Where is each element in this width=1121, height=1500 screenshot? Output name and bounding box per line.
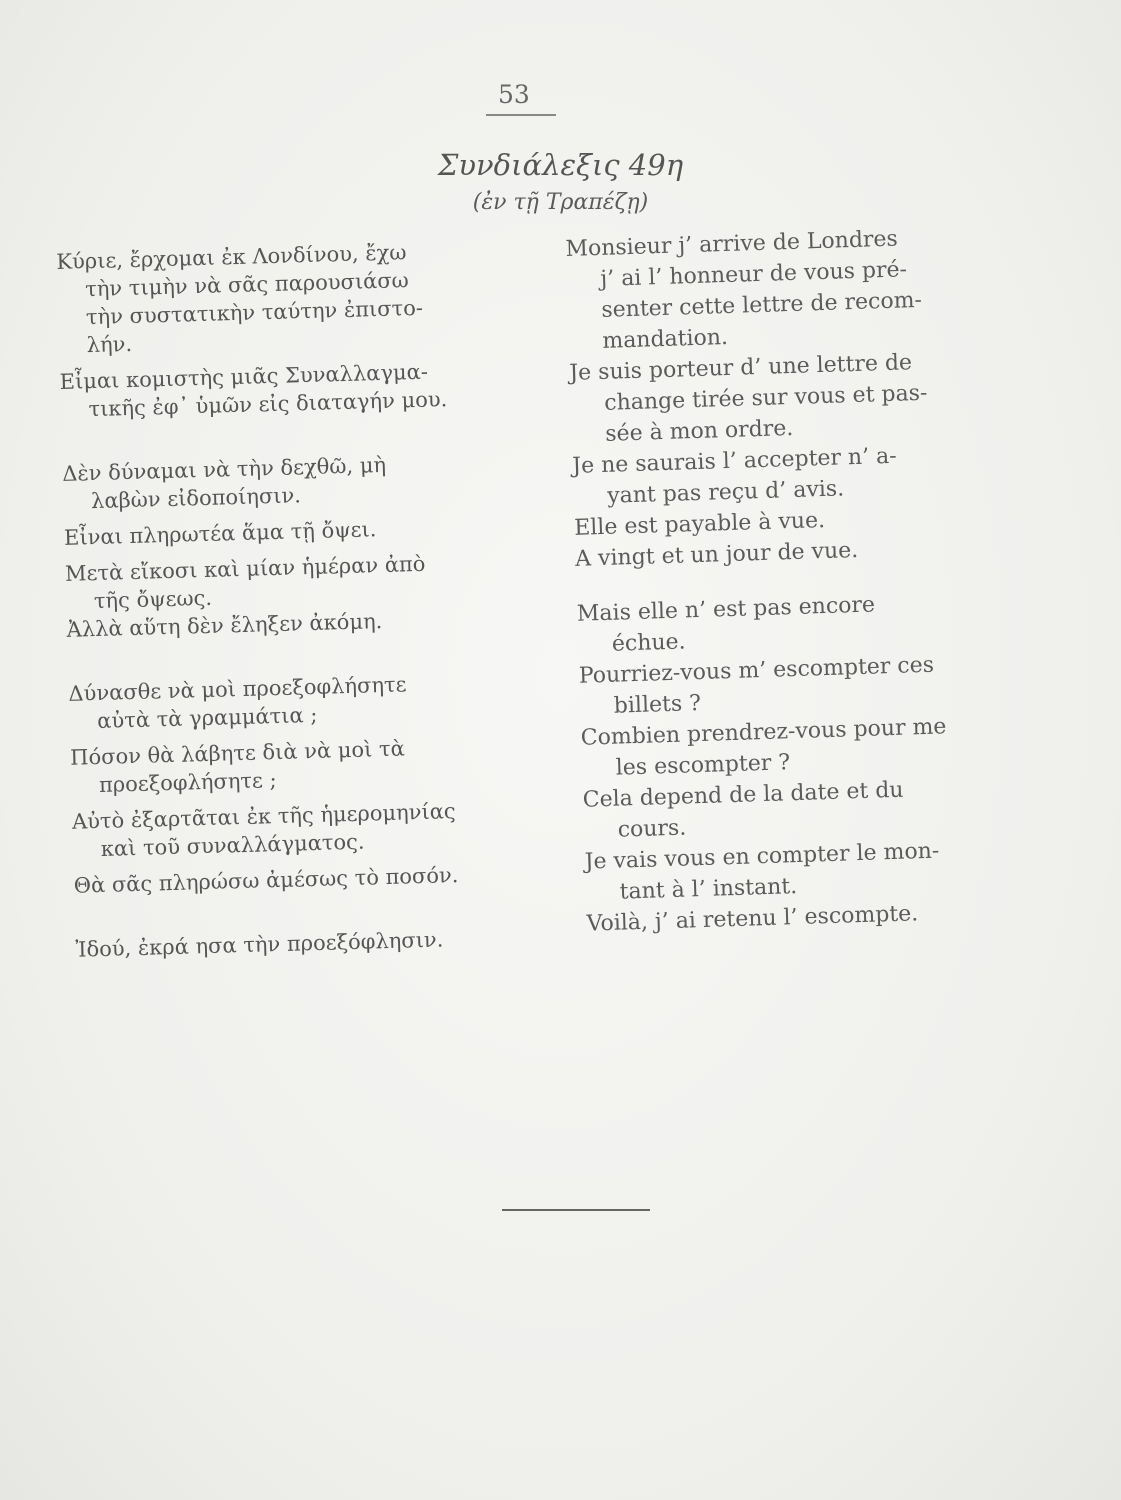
text-line: Elle est payable à vue. — [573, 507, 826, 541]
french-column — [565, 219, 1057, 939]
dialogue-subtitle: (ἐν τῇ Τραπέζῃ) — [472, 190, 649, 215]
text-line: Je vais vous en compter le mon- — [584, 838, 940, 875]
text-line: τὴν τιμὴν νὰ σᾶς παρουσιάσω — [84, 268, 410, 302]
text-line: Je ne saurais l’ accepter n’ a- — [571, 443, 898, 479]
text-line: Μετὰ εἴκοσι καὶ μίαν ἡμέραν ἀπὸ — [64, 551, 426, 586]
text-line: καὶ τοῦ συναλλάγματος. — [100, 829, 365, 861]
french-entry — [569, 343, 1042, 451]
text-line: προεξοφλήσητε ; — [98, 768, 277, 798]
text-line: yant pas reçu d’ avis. — [606, 476, 845, 509]
text-line: Εἶμαι κομιστὴς μιᾶς Συναλλαγμα- — [59, 359, 429, 394]
text-line: tant à l’ instant. — [619, 874, 798, 905]
text-line: τικῆς ἐφ᾽ ὑμῶν εἰς διαταγήν μου. — [88, 387, 448, 422]
text-line: Pourriez-vous m’ escompter ces — [578, 652, 935, 689]
text-line: senter cette lettre de recom- — [601, 287, 923, 323]
text-line: Ἰδού, ἐκρά ησα τὴν προεξόφλησιν. — [75, 927, 444, 962]
text-line: Voilà, j’ ai retenu l’ escompte. — [586, 901, 919, 937]
dialogue-title: Συνδιάλεξις 49η — [437, 148, 684, 182]
text-line: Combien prendrez-vous pour me — [580, 714, 947, 751]
text-line: Ἀλλὰ αὕτη δὲν ἔληξεν ἀκόμη. — [66, 609, 383, 642]
text-line: change tirée sur vous et pas- — [603, 380, 928, 416]
text-line: λαβὼν εἰδοποίησιν. — [90, 483, 302, 514]
text-line: échue. — [611, 629, 686, 657]
text-line: sée à mon ordre. — [604, 415, 794, 447]
text-line: billets ? — [613, 690, 702, 719]
text-line: Θὰ σᾶς πληρώσω ἀμέσως τὸ ποσόν. — [73, 863, 459, 898]
text-line: τὴν συστατικὴν ταύτην ἐπιστο- — [85, 295, 424, 330]
text-line: αὐτὰ τὰ γραμμάτια ; — [96, 702, 318, 734]
text-line: Je suis porteur d’ une lettre de — [568, 350, 913, 386]
text-line: Cela depend de la date et du — [582, 777, 904, 813]
section-end-rule — [502, 1209, 650, 1211]
page-number-underline — [486, 114, 556, 116]
french-entry — [565, 219, 1039, 358]
greek-entry — [56, 234, 559, 360]
text-line: Εἶναι πληρωτέα ἅμα τῇ ὄψει. — [63, 517, 377, 550]
text-line: Δύνασθε νὰ μοὶ προεξοφλήσητε — [68, 672, 407, 706]
text-line: Πόσον θὰ λάβητε διὰ νὰ μοὶ τὰ — [69, 736, 406, 770]
text-line: cours. — [617, 815, 687, 843]
text-line: Δὲν δύναμαι νὰ τὴν δεχθῶ, μὴ — [61, 452, 387, 486]
text-line: Mais elle n’ est pas encore — [576, 592, 876, 627]
text-line: Monsieur j’ arrive de Londres — [565, 226, 899, 262]
text-line: A vingt et un jour de vue. — [574, 537, 859, 572]
text-line: λήν. — [86, 331, 133, 358]
page-number: 53 — [498, 80, 530, 109]
text-line: les escompter ? — [615, 750, 791, 781]
greek-column — [56, 234, 576, 964]
text-line: j’ ai l’ honneur de vous pré- — [600, 257, 908, 292]
text-line: Κύριε, ἔρχομαι ἐκ Λονδίνου, ἔχω — [56, 240, 407, 274]
text-line: τῆς ὄψεως. — [93, 585, 213, 614]
text-line: Αὐτὸ ἐξαρτᾶται ἐκ τῆς ἡμερομηνίας — [71, 799, 456, 834]
text-line: mandation. — [601, 324, 729, 354]
